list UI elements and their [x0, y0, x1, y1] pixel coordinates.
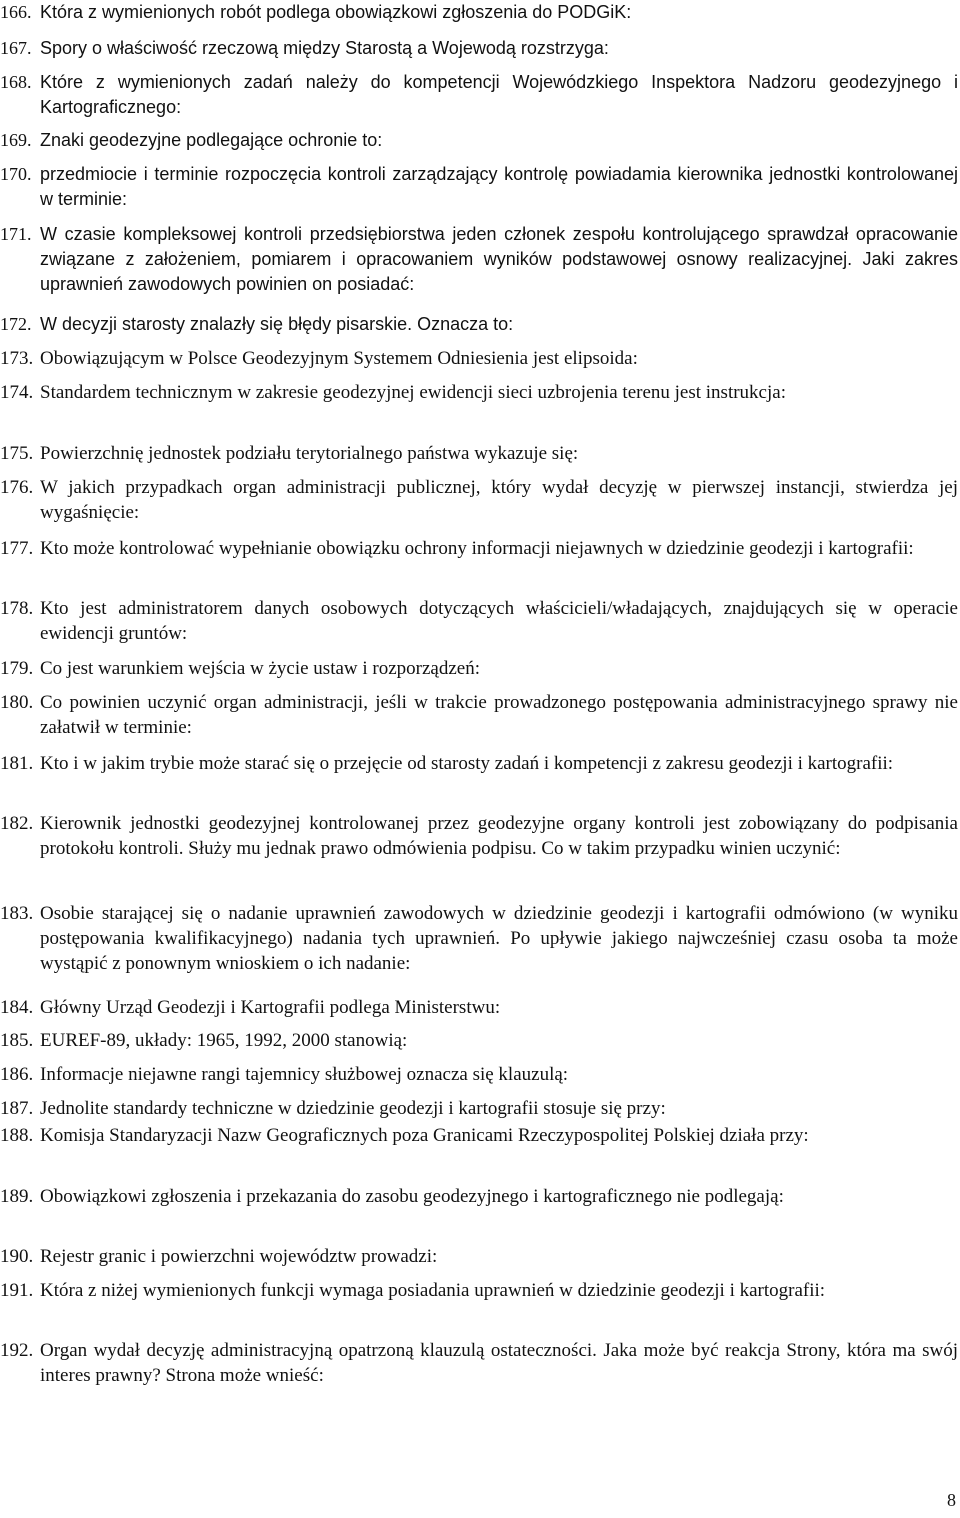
question-number: 175. [0, 443, 34, 464]
question-number: 173. [0, 348, 34, 369]
question-166 [0, 0, 960, 25]
question-text: Standardem technicznym w zakresie geodezyjnej ewidencji sieci uzbrojenia terenu jest instrukcja: [40, 382, 786, 403]
question-text: Co powinien uczynić organ administracji, jeśli w trakcie prowadzonego postępowania administracyjnego sprawy nie załatwił w terminie: [40, 692, 958, 738]
question-text: Co jest warunkiem wejścia w życie ustaw i rozporządzeń: [40, 658, 481, 679]
question-184 [0, 995, 960, 1020]
question-183 [0, 901, 960, 976]
question-text: Obowiązkowi zgłoszenia i przekazania do zasobu geodezyjnego i kartograficznego nie podlegają: [40, 1186, 784, 1207]
question-number: 188. [0, 1125, 34, 1146]
question-text: Kierownik jednostki geodezyjnej kontrolowanej przez geodezyjne organy kontroli jest zobowiązany do podpisania protokołu kontroli. Służy mu jednak prawo odmówienia podpisu. Co w takim przypadku winien uczynić: [40, 813, 958, 859]
question-188 [0, 1123, 960, 1148]
question-number: 179. [0, 658, 34, 679]
question-175 [0, 441, 960, 466]
question-text: Główny Urząd Geodezji i Kartografii podlega Ministerstwu: [40, 997, 501, 1018]
question-text: Kto i w jakim trybie może starać się o przejęcie od starosty zadań i kompetencji z zakresu geodezji i kartografii: [40, 753, 894, 774]
question-number: 190. [0, 1246, 34, 1267]
question-176 [0, 475, 960, 525]
question-text: W decyzji starosty znalazły się błędy pisarskie. Oznacza to: [40, 314, 514, 334]
question-number: 177. [0, 538, 34, 559]
question-text: Które z wymienionych zadań należy do kompetencji Wojewódzkiego Inspektora Nadzoru geodezyjnego i Kartograficznego: [40, 72, 958, 117]
question-text: Powierzchnię jednostek podziału terytorialnego państwa wykazuje się: [40, 443, 579, 464]
question-text: Kto może kontrolować wypełnianie obowiązku ochrony informacji niejawnych w dziedzinie geodezji i kartografii: [40, 538, 914, 559]
question-170 [0, 162, 960, 212]
question-172 [0, 312, 960, 337]
question-174 [0, 380, 960, 405]
question-text: W czasie kompleksowej kontroli przedsiębiorstwa jeden członek zespołu kontrolującego sprawdzał opracowanie związane z założeniem, pomiarem i opracowaniem wyników podstawowej osnowy realizacyjnej. Jaki zakres uprawnień zawodowych powinien on posiadać: [40, 224, 958, 294]
question-168 [0, 70, 960, 120]
question-number: 167. [0, 38, 32, 58]
question-number: 185. [0, 1030, 34, 1051]
question-text: przedmiocie i terminie rozpoczęcia kontroli zarządzający kontrolę powiadamia kierownika jednostki kontrolowanej w terminie: [40, 164, 958, 209]
question-number: 181. [0, 753, 34, 774]
question-number: 176. [0, 477, 34, 498]
question-text: Osobie starającej się o nadanie uprawnień zawodowych w dziedzinie geodezji i kartografii odmówiono (w wyniku postępowania kwalifikacyjnego) nadania tych uprawnień. Po upływie jakiego najwcześniej czasu osoba ta może wystąpić z ponownym wnioskiem o ich nadanie: [40, 903, 958, 974]
question-text: Informacje niejawne rangi tajemnicy służbowej oznacza się klauzulą: [40, 1064, 569, 1085]
question-181 [0, 751, 960, 776]
question-192 [0, 1338, 960, 1388]
question-173 [0, 346, 960, 371]
question-186 [0, 1062, 960, 1087]
question-text: Która z niżej wymienionych funkcji wymaga posiadania uprawnień w dziedzinie geodezji i kartografii: [40, 1280, 826, 1301]
question-number: 180. [0, 692, 34, 713]
question-number: 170. [0, 164, 32, 184]
question-number: 182. [0, 813, 34, 834]
question-text: Znaki geodezyjne podlegające ochronie to: [40, 130, 383, 150]
question-text: Rejestr granic i powierzchni województw prowadzi: [40, 1246, 438, 1267]
question-182 [0, 811, 960, 861]
question-text: Komisja Standaryzacji Nazw Geograficznych poza Granicami Rzeczypospolitej Polskiej działa przy: [40, 1125, 809, 1146]
question-text: W jakich przypadkach organ administracji publicznej, który wydał decyzję w pierwszej instancji, stwierdza jej wygaśnięcie: [40, 477, 958, 523]
question-number: 189. [0, 1186, 34, 1207]
question-number: 183. [0, 903, 34, 924]
question-number: 191. [0, 1280, 34, 1301]
question-number: 192. [0, 1340, 34, 1361]
question-185 [0, 1028, 960, 1053]
question-178 [0, 596, 960, 646]
page-number: 8 [947, 1490, 956, 1510]
question-number: 186. [0, 1064, 34, 1085]
question-169 [0, 128, 960, 153]
question-text: Która z wymienionych robót podlega obowiązkowi zgłoszenia do PODGiK: [40, 2, 632, 22]
question-number: 174. [0, 382, 34, 403]
question-179 [0, 656, 960, 681]
question-number: 168. [0, 72, 32, 92]
question-text: EUREF-89, układy: 1965, 1992, 2000 stanowią: [40, 1030, 408, 1051]
question-189 [0, 1184, 960, 1209]
question-180 [0, 690, 960, 740]
question-number: 172. [0, 314, 32, 334]
question-number: 166. [0, 2, 32, 22]
question-text: Kto jest administratorem danych osobowych dotyczących właścicieli/władających, znajdujących się w operacie ewidencji gruntów: [40, 598, 958, 644]
question-number: 187. [0, 1098, 34, 1119]
question-190 [0, 1244, 960, 1269]
question-number: 184. [0, 997, 34, 1018]
question-text: Organ wydał decyzję administracyjną opatrzoną klauzulą ostateczności. Jaka może być reakcja Strony, która ma swój interes prawny? Strona może wnieść: [40, 1340, 958, 1386]
question-187 [0, 1096, 960, 1121]
question-text: Obowiązującym w Polsce Geodezyjnym Systemem Odniesienia jest elipsoida: [40, 348, 638, 369]
question-177 [0, 536, 960, 561]
question-text: Spory o właściwość rzeczową między Starostą a Wojewodą rozstrzyga: [40, 38, 609, 58]
question-167 [0, 36, 960, 61]
question-number: 171. [0, 224, 32, 244]
question-number: 178. [0, 598, 34, 619]
question-text: Jednolite standardy techniczne w dziedzinie geodezji i kartografii stosuje się przy: [40, 1098, 666, 1119]
question-number: 169. [0, 130, 32, 150]
question-171 [0, 222, 960, 297]
question-191 [0, 1278, 960, 1303]
